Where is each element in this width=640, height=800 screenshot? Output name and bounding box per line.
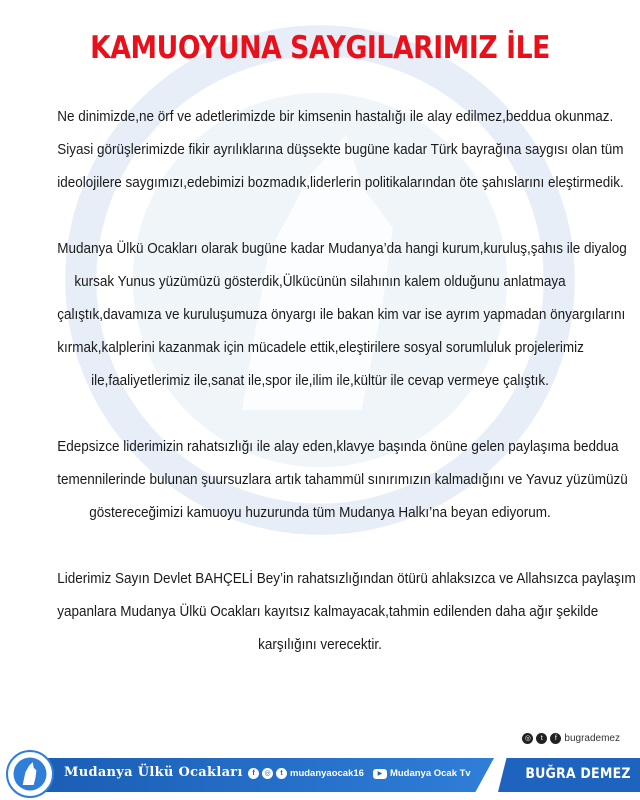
- paragraph-line: yapanlara Mudanya Ülkü Ocakları kayıtsız kalmayacak,tahmin edilenden daha ağır şekilde: [57, 603, 599, 620]
- paragraph-4: [28, 562, 636, 661]
- paragraph-line: ile,faaliyetlerimiz ile,sanat ile,spor ile,ilim ile,kültür ile cevap vermeye çalıştık.: [91, 372, 549, 389]
- statement-body: [28, 100, 636, 694]
- paragraph-line: Ne dinimizde,ne örf ve adetlerimizde bir kimsenin hastalığı ile alay edilmez,beddua okunmaz.: [57, 108, 614, 125]
- paragraph-line: Siyasi görüşlerimizde fikir ayrılıklarına düşsekte bugüne kadar Türk bayrağına saygısı olan tüm: [57, 141, 624, 158]
- paragraph-3: [28, 430, 628, 529]
- paragraph-line: Liderimiz Sayın Devlet BAHÇELİ Bey’in rahatsızlığından ötürü ahlaksızca ve Allahsızca paylaşım: [57, 570, 636, 587]
- paragraph-line: temennilerinde bulunan şuursuzlara artık tahammül sınırımızın kalmadığını ve Yavuz yüzümüzü: [57, 471, 628, 488]
- paragraph-line: ideolojilere saygımızı,edebimizi bozmadık,liderlerin politikalarından öte şahıslarını eleştirmedik.: [57, 174, 624, 191]
- author-social-handle[interactable]: [522, 733, 620, 744]
- paragraph-line: Mudanya Ülkü Ocakları olarak bugüne kadar Mudanya’da hangi kurum,kuruluş,şahıs ile diyalog: [57, 240, 627, 257]
- author-handle-text: bugrademez: [564, 733, 620, 744]
- paragraph-line: kursak Yunus yüzümüzü gösterdik,Ülkücünün silahının kalem olduğunu anlatmaya: [74, 273, 566, 290]
- paragraph-line: Edepsizce liderimizin rahatsızlığı ile alay eden,klavye başında önüne gelen paylaşıma beddua: [57, 438, 619, 455]
- organization-name: Mudanya Ülkü Ocakları: [64, 765, 243, 780]
- instagram-icon: ◎: [522, 733, 533, 744]
- paragraph-1: [28, 100, 624, 199]
- paragraph-line: kırmak,kalplerini kazanmak için mücadele ettik,eleştirilere sosyal sorumluluk projelerimiz: [57, 339, 584, 356]
- twitter-icon: t: [276, 768, 287, 779]
- paragraph-line: karşılığını verecektir.: [258, 636, 382, 653]
- instagram-icon: ◎: [262, 768, 273, 779]
- author-name: BUĞRA DEMEZ: [525, 766, 631, 782]
- youtube-icon: ▶: [373, 769, 387, 779]
- footer-banner: [0, 748, 640, 800]
- twitter-icon: t: [536, 733, 547, 744]
- paragraph-2: [28, 232, 627, 397]
- grey-wolf-logo: [6, 750, 54, 798]
- paragraph-line: çalıştık,davamıza ve kuruluşumuza önyargı ile bakan kim var ise ayrım yapmadan önyargılarını: [57, 306, 626, 323]
- facebook-icon: f: [550, 733, 561, 744]
- footer-social-links[interactable]: [248, 768, 471, 779]
- org-social-handle: mudanyaocak16: [290, 768, 364, 779]
- page-title: KAMUOYUNA SAYGILARIMIZ İLE: [90, 30, 550, 66]
- paragraph-line: göstereceğimizi kamuoyu huzurunda tüm Mudanya Halkı’na beyan ediyorum.: [89, 504, 551, 521]
- facebook-icon: f: [248, 768, 259, 779]
- youtube-channel-label: Mudanya Ocak Tv: [389, 768, 471, 779]
